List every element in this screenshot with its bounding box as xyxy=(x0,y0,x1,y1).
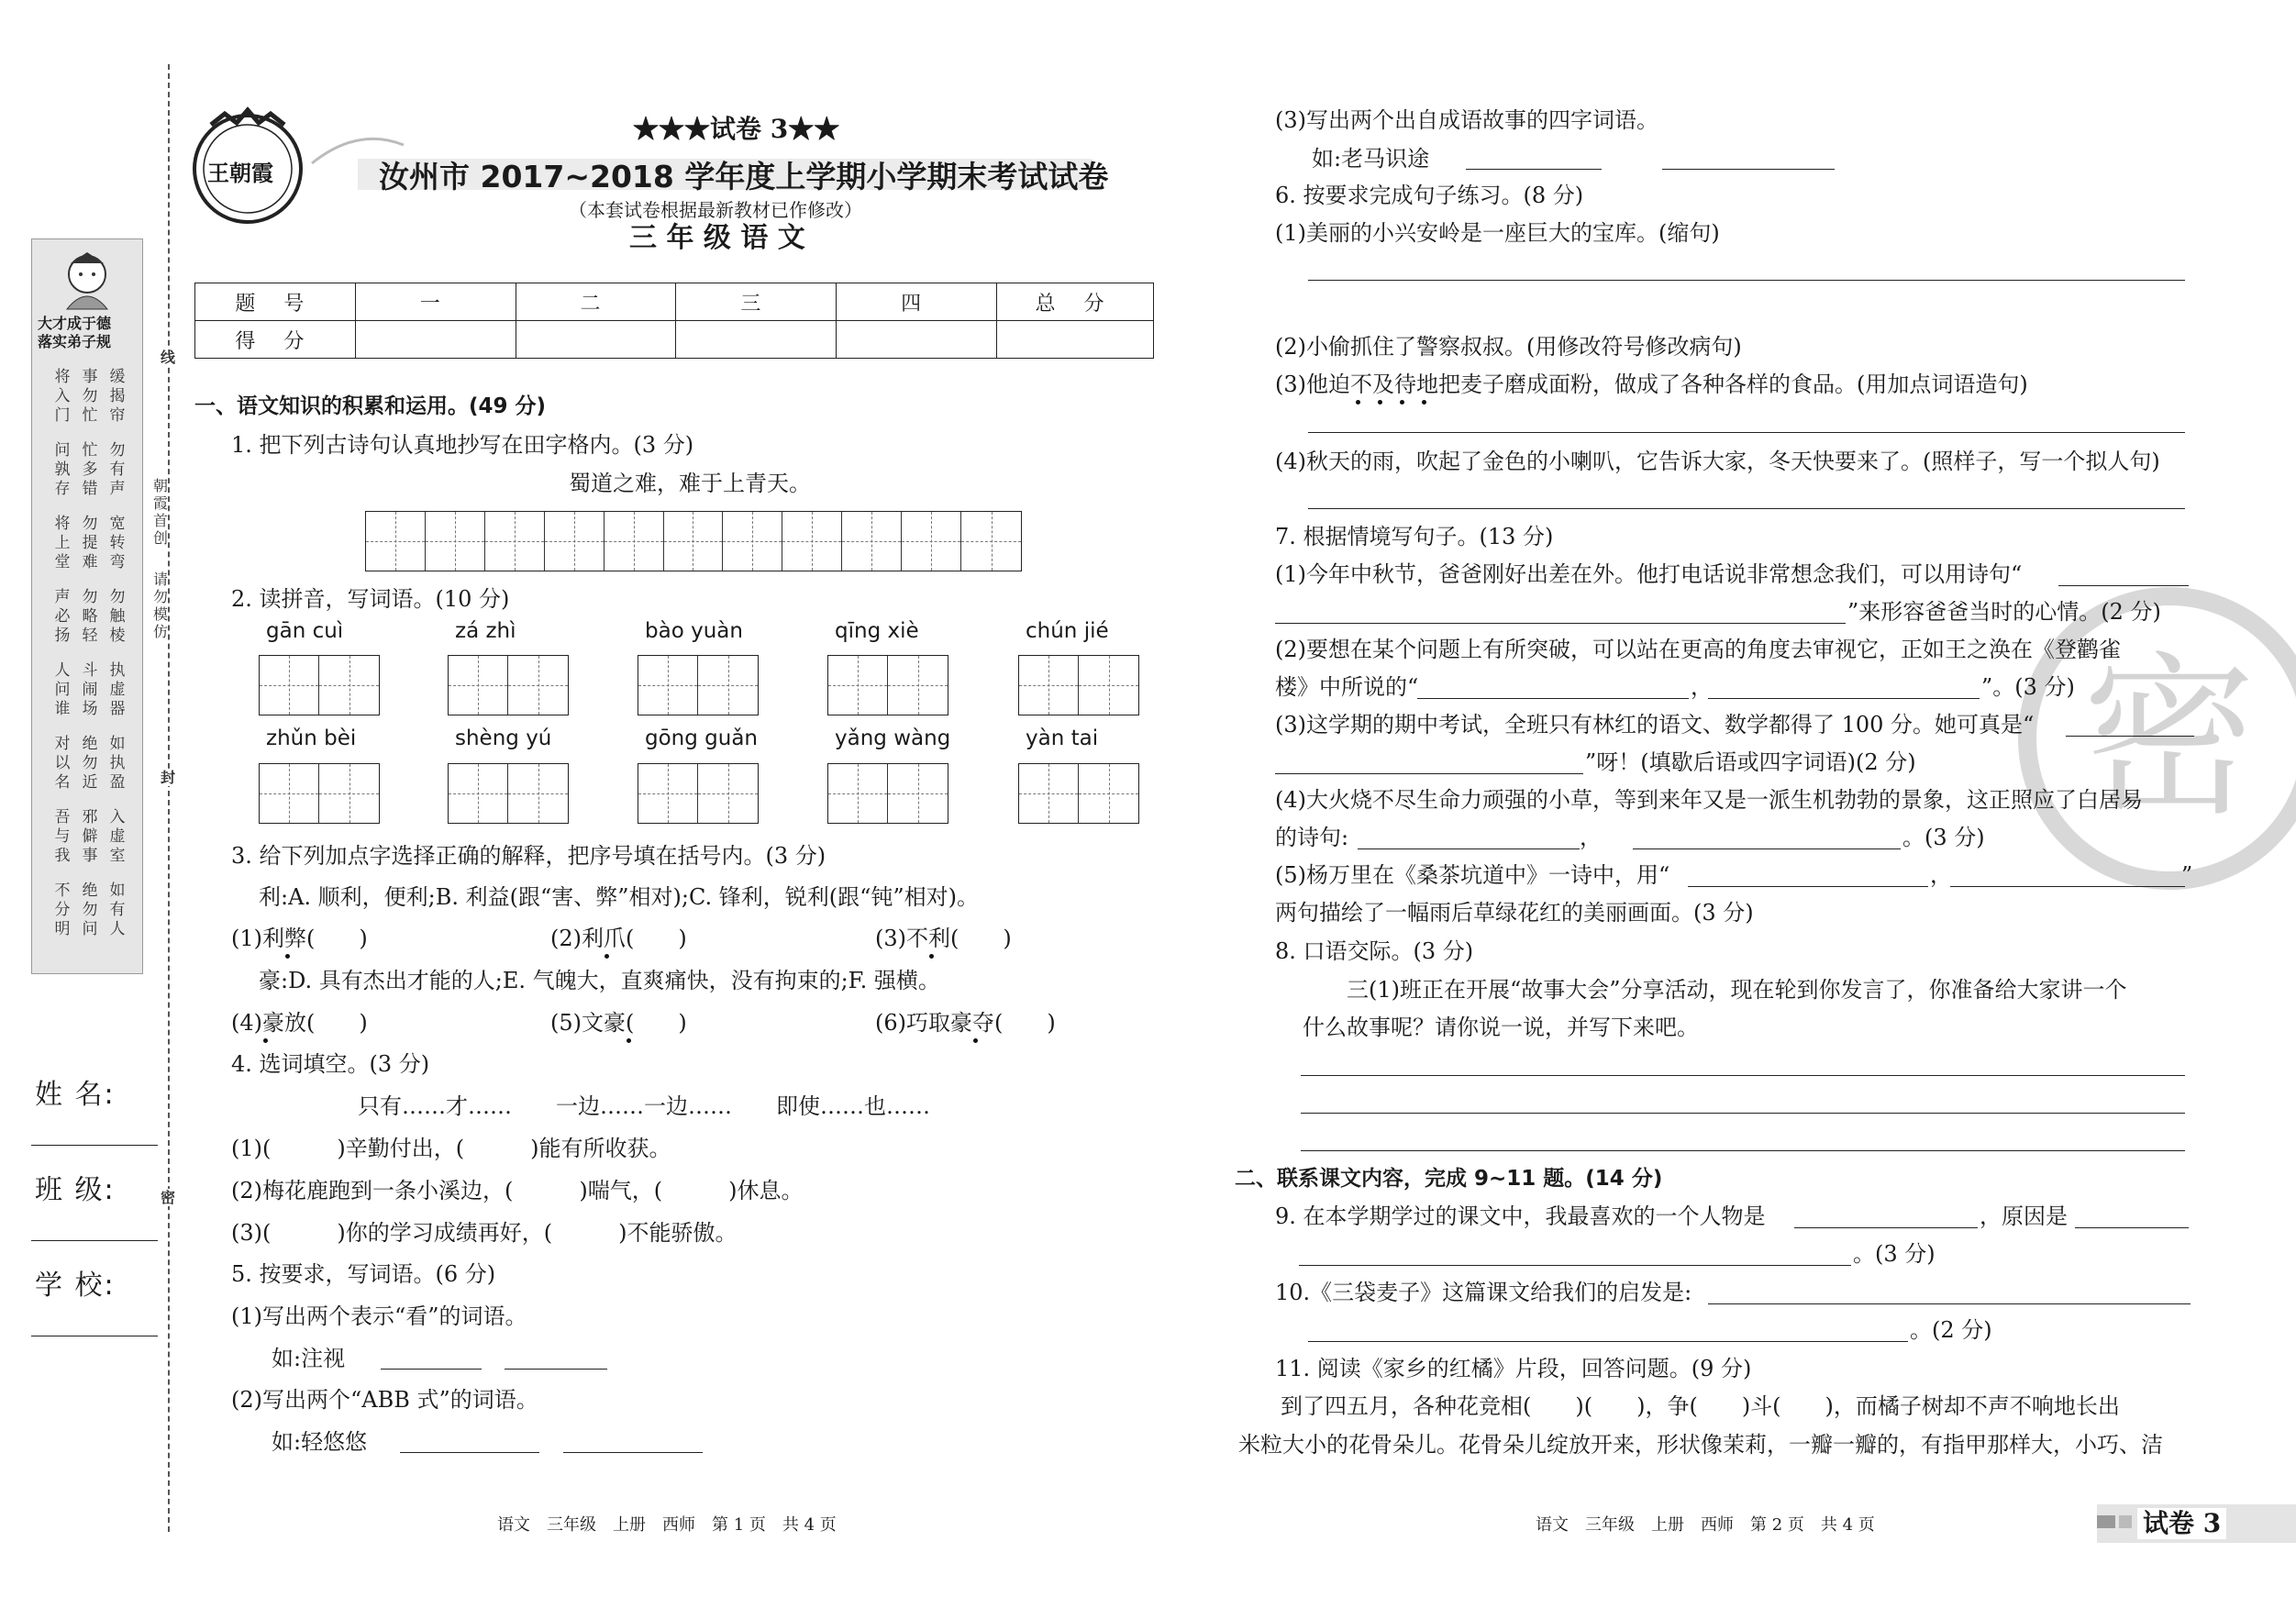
q3-li-meanings: 利:A. 顺利，便利;B. 利益(跟“害、弊”相对);C. 锋利，锐利(跟“钝”相对)。 xyxy=(259,884,980,910)
score-header-cell: 一 xyxy=(355,283,516,321)
grid-cell[interactable] xyxy=(260,764,319,823)
q7-3-text-b: ”呀！(填歇后语或四字词语)(2 分) xyxy=(1585,749,1916,775)
q5-2-answer-b[interactable] xyxy=(563,1452,703,1453)
pinyin-answer-box[interactable] xyxy=(1018,763,1139,824)
q5-3-example: 如:老马识途 xyxy=(1312,146,1430,172)
score-header-cell: 四 xyxy=(837,283,997,321)
motto-column: 不分明 xyxy=(54,882,71,938)
grid-cell[interactable] xyxy=(698,656,758,715)
corner-tag-square xyxy=(2119,1515,2132,1528)
grid-cell[interactable] xyxy=(449,764,508,823)
emphasis-dot xyxy=(1422,400,1426,405)
q7-4-answer-b[interactable] xyxy=(1633,848,1901,849)
q7-2-text-b: 楼》中所说的“ xyxy=(1275,674,1419,700)
pinyin-label: qīng xiè xyxy=(835,619,919,643)
q3-hao-meanings: 豪:D. 具有杰出才能的人;E. 气魄大，直爽痛快，没有拘束的;F. 强横。 xyxy=(259,968,940,993)
motto-column: 斗闹场 xyxy=(82,661,98,718)
corner-tag-square xyxy=(2097,1515,2115,1528)
q8-text-2: 什么故事呢？请你说一说，并写下来吧。 xyxy=(1303,1015,1699,1040)
q4-sentence-2[interactable]: (2)梅花鹿跑到一条小溪边，( )喘气，( )休息。 xyxy=(231,1178,804,1203)
secret-seal-watermark: 密 xyxy=(2018,587,2296,890)
q7-2-text-a: (2)要想在某个问题上有所突破，可以站在更高的角度去审视它，正如王之涣在《登鹳雀 xyxy=(1275,637,2121,662)
q7-2-answer-a[interactable] xyxy=(1417,698,1689,699)
q7-2-text-d: ”。(3 分) xyxy=(1981,674,2075,700)
grid-cell[interactable] xyxy=(723,512,782,571)
q7-1-answer-a[interactable] xyxy=(2058,585,2189,586)
binding-fold-line xyxy=(168,64,170,1532)
copy-notice: 请勿模仿 xyxy=(152,571,168,640)
q3-item-4[interactable]: (4)豪放( ) xyxy=(231,1010,368,1036)
grid-cell[interactable] xyxy=(319,764,379,823)
class-label: 班 级: xyxy=(35,1174,116,1206)
q7-4-text-d: 。(3 分) xyxy=(1902,825,1985,850)
sidebar-slogan-2: 落实弟子规 xyxy=(38,333,112,350)
pinyin-label: chún jié xyxy=(1026,619,1109,643)
q9-text-b: ，原因是 xyxy=(1980,1203,2068,1229)
pinyin-answer-box[interactable] xyxy=(827,763,948,824)
pinyin-label: gān cuì xyxy=(266,619,344,643)
motto-column: 将上堂 xyxy=(54,515,71,571)
q1-prompt: 1. 把下列古诗句认真地抄写在田字格内。(3 分) xyxy=(231,432,694,458)
section2-title: 二、联系课文内容，完成 9~11 题。(14 分) xyxy=(1235,1167,1663,1191)
q3-item-3[interactable]: (3)不利( ) xyxy=(875,926,1012,951)
emphasis-dot xyxy=(1356,400,1360,405)
q10-text-a: 10.《三袋麦子》这篇课文给我们的启发是: xyxy=(1275,1280,1692,1305)
pinyin-answer-box[interactable] xyxy=(259,655,380,715)
q5-1-answer-a[interactable] xyxy=(381,1369,482,1370)
q7-prompt: 7. 根据情境写句子。(13 分) xyxy=(1275,524,1554,549)
q7-1-text-b: ”来形容爸爸当时的心情。(2 分) xyxy=(1847,599,2161,625)
q7-4-answer-a[interactable] xyxy=(1358,848,1580,849)
fold-mark-seal: 封 xyxy=(160,769,175,786)
exam-note: （本套试卷根据最新教材已作修改） xyxy=(569,199,862,221)
q6-4-answer-line[interactable] xyxy=(1308,508,2185,509)
brand-notice: 朝霞首创 xyxy=(152,477,168,547)
grid-cell[interactable] xyxy=(1019,764,1079,823)
score-header-cell: 二 xyxy=(516,283,676,321)
q7-4-text-b: 的诗句: xyxy=(1275,825,1349,850)
emphasis-dot xyxy=(973,1038,978,1043)
pinyin-label: shèng yú xyxy=(455,726,552,750)
grid-cell[interactable] xyxy=(888,764,948,823)
q5-3-answer-b[interactable] xyxy=(1662,169,1835,170)
motto-column: 邪僻事 xyxy=(82,808,98,865)
q1-poem: 蜀道之难，难于上青天。 xyxy=(569,471,811,496)
score-cell[interactable] xyxy=(355,321,516,359)
emphasis-dot xyxy=(605,954,609,959)
motto-column: 如有人 xyxy=(109,882,126,938)
motto-column: 声必扬 xyxy=(54,588,71,645)
motto-column: 执虚器 xyxy=(109,661,126,718)
grid-cell[interactable] xyxy=(1079,764,1138,823)
pinyin-label: yàn tai xyxy=(1026,726,1099,750)
grid-cell[interactable] xyxy=(828,764,888,823)
q6-3-answer-line[interactable] xyxy=(1308,432,2185,433)
q7-5-comma: ， xyxy=(1930,862,1952,888)
q8-prompt: 8. 口语交际。(3 分) xyxy=(1275,938,1474,964)
pinyin-answer-box[interactable] xyxy=(1018,655,1139,715)
q7-3-answer-b[interactable] xyxy=(1275,773,1583,774)
grid-cell[interactable] xyxy=(260,656,319,715)
grid-cell[interactable] xyxy=(508,764,568,823)
score-header-cell: 题 号 xyxy=(195,283,356,321)
grid-cell[interactable] xyxy=(902,512,961,571)
logo-text: 王朝霞 xyxy=(207,160,273,186)
pinyin-answer-box[interactable] xyxy=(448,763,569,824)
fold-mark-line: 线 xyxy=(160,349,175,366)
q10-answer-a[interactable] xyxy=(1708,1303,2191,1304)
q5-1-answer-b[interactable] xyxy=(505,1369,607,1370)
class-field[interactable] xyxy=(31,1240,158,1241)
q7-5-answer-b[interactable] xyxy=(1950,886,2185,887)
grid-cell[interactable] xyxy=(664,512,724,571)
q7-2-answer-b[interactable] xyxy=(1708,698,1980,699)
pinyin-label: yǎng wàng xyxy=(835,726,951,750)
pinyin-label: zá zhì xyxy=(455,619,516,643)
emphasis-dot xyxy=(1400,400,1404,405)
grid-cell[interactable] xyxy=(1079,656,1138,715)
q6-1-answer-line[interactable] xyxy=(1308,280,2185,281)
score-table xyxy=(194,283,1154,359)
motto-column: 勿提难 xyxy=(82,515,98,571)
pinyin-answer-box[interactable] xyxy=(638,763,759,824)
motto-column: 吾与我 xyxy=(54,808,71,865)
q11-passage-line-2: 米粒大小的花骨朵儿。花骨朵儿绽放开来，形状像茉莉，一瓣一瓣的，有指甲那样大，小巧、洁 xyxy=(1238,1432,2163,1458)
motto-column: 绝勿问 xyxy=(82,882,98,938)
q9-answer-reason-a[interactable] xyxy=(2075,1227,2189,1228)
grid-cell[interactable] xyxy=(545,512,605,571)
grid-cell[interactable] xyxy=(888,656,948,715)
grid-cell[interactable] xyxy=(828,656,888,715)
grid-cell[interactable] xyxy=(605,512,664,571)
grid-cell[interactable] xyxy=(508,656,568,715)
q3-prompt: 3. 给下列加点字选择正确的解释，把序号填在括号内。(3 分) xyxy=(231,843,826,869)
page2-footer: 语文 三年级 上册 西师 第 2 页 共 4 页 xyxy=(1536,1515,1875,1535)
q7-4-comma: ， xyxy=(1580,825,1602,850)
grid-cell[interactable] xyxy=(485,512,545,571)
q3-item-5[interactable]: (5)文豪( ) xyxy=(550,1010,687,1036)
q7-5-answer-a[interactable] xyxy=(1688,886,1928,887)
q8-answer-line-2[interactable] xyxy=(1301,1113,2185,1114)
q3-item-2[interactable]: (2)利爪( ) xyxy=(550,926,687,951)
pinyin-answer-box[interactable] xyxy=(638,655,759,715)
q7-5-text-a: (5)杨万里在《桑茶坑道中》一诗中，用“ xyxy=(1275,862,1670,888)
q6-1-prompt: (1)美丽的小兴安岭是一座巨大的宝库。(缩句) xyxy=(1275,220,1720,246)
q3-item-1[interactable]: (1)利弊( ) xyxy=(231,926,368,951)
grid-cell[interactable] xyxy=(638,764,698,823)
pinyin-label: zhǔn bèi xyxy=(266,726,357,750)
pinyin-answer-box[interactable] xyxy=(259,763,380,824)
q5-prompt: 5. 按要求，写词语。(6 分) xyxy=(231,1261,496,1287)
motto-column: 问孰存 xyxy=(54,441,71,498)
q11-passage-line-1: 到了四五月，各种花竞相( )( )，争( )斗( )，而橘子树却不声不响地长出 xyxy=(1281,1393,2120,1419)
q7-3-answer-a[interactable] xyxy=(2066,736,2194,737)
name-field[interactable] xyxy=(31,1145,158,1146)
q5-2-example: 如:轻悠悠 xyxy=(272,1429,368,1455)
grid-cell[interactable] xyxy=(319,656,379,715)
q6-prompt: 6. 按要求完成句子练习。(8 分) xyxy=(1275,183,1584,208)
motto-column: 绝勿近 xyxy=(82,735,98,792)
grid-cell[interactable] xyxy=(426,512,485,571)
motto-column: 将入门 xyxy=(54,368,71,425)
grid-cell[interactable] xyxy=(638,656,698,715)
sidebar-slogan-1: 大才成于德 xyxy=(38,315,112,332)
q6-4-prompt: (4)秋天的雨，吹起了金色的小喇叭，它告诉大家，冬天快要来了。(照样子，写一个拟人句) xyxy=(1275,449,2160,474)
motto-column: 忙多错 xyxy=(82,441,98,498)
q6-3-prompt: (3)他迫不及待地把麦子磨成面粉，做成了各种各样的食品。(用加点词语造句) xyxy=(1275,372,2028,397)
q8-text-1: 三(1)班正在开展“故事大会”分享活动，现在轮到你发言了，你准备给大家讲一个 xyxy=(1347,977,2127,1003)
q8-answer-line-1[interactable] xyxy=(1301,1075,2185,1076)
q8-answer-line-3[interactable] xyxy=(1301,1150,2185,1151)
pinyin-answer-box[interactable] xyxy=(827,655,948,715)
q3-item-6[interactable]: (6)巧取豪夺( ) xyxy=(875,1010,1056,1036)
emphasis-dot xyxy=(285,954,290,959)
score-header-cell: 总 分 xyxy=(997,283,1154,321)
motto-column: 勿有声 xyxy=(109,441,126,498)
q10-text-b: 。(2 分) xyxy=(1910,1317,1992,1343)
motto-sidebar xyxy=(31,238,143,974)
motto-column: 如执盈 xyxy=(109,735,126,792)
motto-column: 入虚室 xyxy=(109,808,126,865)
emphasis-dot xyxy=(929,954,934,959)
q5-2-prompt: (2)写出两个“ABB 式”的词语。 xyxy=(231,1387,538,1413)
q4-word-choices: 只有……才…… 一边……一边…… 即使……也…… xyxy=(358,1093,930,1119)
q7-3-text-a: (3)这学期的期中考试，全班只有林红的语文、数学都得了 100 分。她可真是“ xyxy=(1275,712,2035,738)
q7-4-text-a: (4)大火烧不尽生命力顽强的小草，等到来年又是一派生机勃勃的景象，这正照应了白居易 xyxy=(1275,787,2143,813)
q4-sentence-3[interactable]: (3)( )你的学习成绩再好，( )不能骄傲。 xyxy=(231,1220,738,1246)
grid-cell[interactable] xyxy=(366,512,426,571)
pinyin-label: gōng guǎn xyxy=(645,726,759,750)
page1-footer: 语文 三年级 上册 西师 第 1 页 共 4 页 xyxy=(497,1515,837,1535)
score-cell[interactable] xyxy=(676,321,837,359)
subject-title: 三 年 级 语 文 xyxy=(629,222,805,254)
q4-sentence-1[interactable]: (1)( )辛勤付出，( )能有所收获。 xyxy=(231,1136,671,1161)
motto-column: 事勿忙 xyxy=(82,368,98,425)
series-label: ★★★试卷 3★★ xyxy=(633,114,840,144)
q7-1-answer-b[interactable] xyxy=(1275,623,1846,624)
q9-text-a: 9. 在本学期学过的课文中，我最喜欢的一个人物是 xyxy=(1275,1203,1766,1229)
q5-1-prompt: (1)写出两个表示“看”的词语。 xyxy=(231,1303,527,1329)
emphasis-dot xyxy=(263,1038,268,1043)
emphasis-dot xyxy=(1378,400,1382,405)
motto-column: 人问谁 xyxy=(54,661,71,718)
score-cell[interactable] xyxy=(516,321,676,359)
grid-cell[interactable] xyxy=(698,764,758,823)
q7-1-text-a: (1)今年中秋节，爸爸刚好出差在外。他打电话说非常想念我们，可以用诗句“ xyxy=(1275,561,2023,587)
motto-columns xyxy=(32,368,142,964)
corner-tag: 试卷 3 xyxy=(2137,1508,2226,1539)
school-label: 学 校: xyxy=(35,1270,116,1302)
grid-cell[interactable] xyxy=(449,656,508,715)
q6-2-prompt: (2)小偷抓住了警察叔叔。(用修改符号修改病句) xyxy=(1275,334,1742,360)
q9-answer-reason-b[interactable] xyxy=(1299,1265,1851,1266)
fold-mark-secret: 密 xyxy=(160,1189,175,1206)
q5-2-answer-a[interactable] xyxy=(400,1452,539,1453)
q5-3-prompt: (3)写出两个出自成语故事的四字词语。 xyxy=(1275,107,1658,133)
score-header-cell: 三 xyxy=(676,283,837,321)
motto-column: 宽转弯 xyxy=(109,515,126,571)
q11-prompt: 11. 阅读《家乡的红橘》片段，回答问题。(9 分) xyxy=(1275,1356,1752,1381)
exam-title: 汝州市 2017~2018 学年度上学期小学期末考试试卷 xyxy=(379,159,1109,194)
q2-prompt: 2. 读拼音，写词语。(10 分) xyxy=(231,586,510,612)
motto-column: 缓揭帘 xyxy=(109,368,126,425)
q9-answer-person[interactable] xyxy=(1794,1227,1978,1228)
q4-prompt: 4. 选词填空。(3 分) xyxy=(231,1051,430,1077)
grid-cell[interactable] xyxy=(1019,656,1079,715)
pinyin-label: bào yuàn xyxy=(645,619,743,643)
motto-column: 勿略轻 xyxy=(82,588,98,645)
q1-copy-grid[interactable] xyxy=(365,511,1022,571)
grid-cell[interactable] xyxy=(842,512,902,571)
pinyin-answer-box[interactable] xyxy=(448,655,569,715)
q5-3-answer-a[interactable] xyxy=(1466,169,1602,170)
motto-column: 勿触棱 xyxy=(109,588,126,645)
score-cell[interactable] xyxy=(997,321,1154,359)
q5-1-example: 如:注视 xyxy=(272,1346,346,1371)
motto-column: 对以名 xyxy=(54,735,71,792)
grid-cell[interactable] xyxy=(782,512,842,571)
section1-title: 一、语文知识的积累和运用。(49 分) xyxy=(194,394,547,418)
brand-logo xyxy=(183,101,312,229)
grid-cell[interactable] xyxy=(961,512,1021,571)
q9-text-c: 。(3 分) xyxy=(1853,1241,1936,1267)
scholar-figure-icon xyxy=(50,247,124,311)
q7-5-text-d: 两句描绘了一幅雨后草绿花红的美丽画面。(3 分) xyxy=(1275,900,1754,926)
q10-answer-b[interactable] xyxy=(1308,1341,1908,1342)
score-row-label: 得 分 xyxy=(195,321,356,359)
q7-5-close-quote: ” xyxy=(2181,862,2193,888)
emphasis-dot xyxy=(627,1038,631,1043)
score-cell[interactable] xyxy=(837,321,997,359)
name-label: 姓 名: xyxy=(35,1079,116,1111)
q7-2-comma: ， xyxy=(1691,674,1713,700)
